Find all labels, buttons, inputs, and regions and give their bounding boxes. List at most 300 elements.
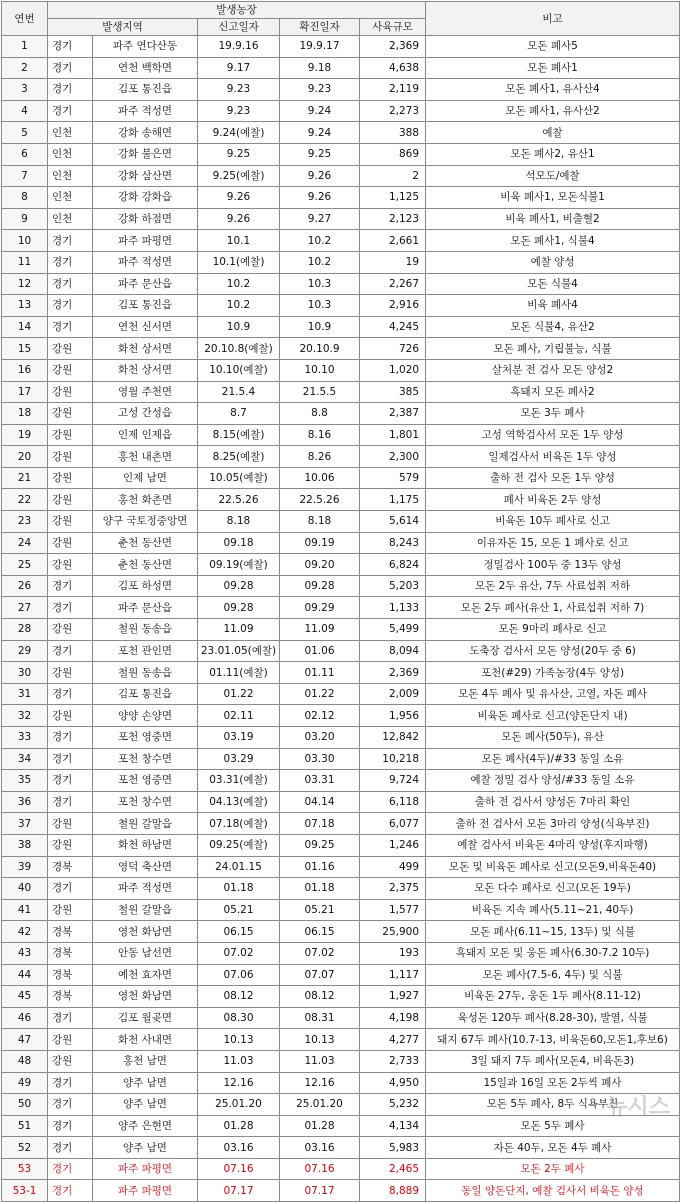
row-scale: 2,009 [360, 683, 426, 705]
row-province: 경기 [48, 575, 93, 597]
row-scale: 1,020 [360, 359, 426, 381]
row-note: 석모도/예찰 [426, 165, 680, 187]
table-row [2, 921, 680, 943]
row-confirm-date: 9.24 [280, 122, 360, 144]
row-region: 김포 통진읍 [93, 683, 198, 705]
row-province: 경기 [48, 683, 93, 705]
row-report-date: 10.9 [198, 316, 280, 338]
row-number: 49 [2, 1072, 48, 1094]
row-province: 강원 [48, 554, 93, 576]
row-scale: 4,245 [360, 316, 426, 338]
row-province: 강원 [48, 813, 93, 835]
row-region: 영천 화남면 [93, 921, 198, 943]
row-region: 강화 하점면 [93, 208, 198, 230]
table-row [2, 856, 680, 878]
row-scale: 5,499 [360, 619, 426, 641]
row-note: 이유자돈 15, 모돈 1 폐사로 신고 [426, 532, 680, 554]
table-row [2, 230, 680, 252]
row-province: 경기 [48, 1007, 93, 1029]
row-province: 경기 [48, 878, 93, 900]
row-number: 48 [2, 1050, 48, 1072]
row-note: 모돈 다수 폐사로 신고(모돈 19두) [426, 878, 680, 900]
row-province: 강원 [48, 467, 93, 489]
row-confirm-date: 10.06 [280, 467, 360, 489]
row-scale: 19 [360, 251, 426, 273]
row-number: 16 [2, 359, 48, 381]
row-report-date: 24.01.15 [198, 856, 280, 878]
row-number: 25 [2, 554, 48, 576]
row-region: 파주 적성면 [93, 251, 198, 273]
row-province: 강원 [48, 1029, 93, 1051]
row-scale: 2,300 [360, 446, 426, 468]
watermark: 뉴시스 [606, 1090, 670, 1121]
row-note: 모돈 3두 폐사 [426, 403, 680, 425]
row-number: 3 [2, 79, 48, 101]
row-scale: 2,119 [360, 79, 426, 101]
row-number: 52 [2, 1137, 48, 1159]
row-number: 17 [2, 381, 48, 403]
row-province: 강원 [48, 338, 93, 360]
table-row [2, 1180, 680, 1202]
row-note: 비육돈 폐사로 신고(양돈단지 내) [426, 705, 680, 727]
row-confirm-date: 8.18 [280, 511, 360, 533]
row-province: 경기 [48, 316, 93, 338]
row-note: 모돈 식불4, 유산2 [426, 316, 680, 338]
row-number: 12 [2, 273, 48, 295]
row-region: 강화 불은면 [93, 143, 198, 165]
row-note: 출하 전 검사 모돈 1두 양성 [426, 467, 680, 489]
row-region: 포천 영중면 [93, 727, 198, 749]
row-scale: 2,661 [360, 230, 426, 252]
row-region: 춘천 동산면 [93, 532, 198, 554]
row-region: 인제 인제읍 [93, 424, 198, 446]
row-scale: 6,824 [360, 554, 426, 576]
row-report-date: 9.25 [198, 143, 280, 165]
row-scale: 4,198 [360, 1007, 426, 1029]
row-note: 모돈 폐사(50두), 유산 [426, 727, 680, 749]
row-confirm-date: 9.23 [280, 79, 360, 101]
row-number: 21 [2, 467, 48, 489]
row-scale: 5,614 [360, 511, 426, 533]
row-scale: 1,927 [360, 986, 426, 1008]
row-note: 도축장 검사서 모돈 양성(20두 중 6) [426, 640, 680, 662]
row-report-date: 21.5.4 [198, 381, 280, 403]
row-scale: 9,724 [360, 770, 426, 792]
row-region: 고성 간성읍 [93, 403, 198, 425]
row-report-date: 10.2 [198, 295, 280, 317]
row-region: 안동 남선면 [93, 942, 198, 964]
row-confirm-date: 03.16 [280, 1137, 360, 1159]
row-confirm-date: 20.10.9 [280, 338, 360, 360]
row-note: 모돈 9마리 폐사로 신고 [426, 619, 680, 641]
row-number: 1 [2, 36, 48, 58]
row-scale: 579 [360, 467, 426, 489]
header-scale: 사육규모 [360, 19, 426, 36]
row-region: 화천 하남면 [93, 834, 198, 856]
row-note: 비육 폐사1, 비출혈2 [426, 208, 680, 230]
row-region: 파주 연다산동 [93, 36, 198, 58]
row-scale: 4,277 [360, 1029, 426, 1051]
row-region: 양주 은현면 [93, 1115, 198, 1137]
table-row [2, 467, 680, 489]
row-scale: 1,125 [360, 187, 426, 209]
row-province: 경기 [48, 770, 93, 792]
row-province: 강원 [48, 446, 93, 468]
row-confirm-date: 8.8 [280, 403, 360, 425]
asf-outbreak-table [1, 1, 680, 1202]
row-report-date: 04.13(예찰) [198, 791, 280, 813]
row-report-date: 8.15(예찰) [198, 424, 280, 446]
row-region: 철원 갈말읍 [93, 899, 198, 921]
header-farm: 발생농장 [48, 2, 426, 19]
row-note: 모돈 2두 폐사 [426, 1158, 680, 1180]
row-scale: 8,094 [360, 640, 426, 662]
row-report-date: 12.16 [198, 1072, 280, 1094]
table-row [2, 1007, 680, 1029]
row-report-date: 07.06 [198, 964, 280, 986]
row-note: 모돈 폐사(4두)/#33 동일 소유 [426, 748, 680, 770]
row-number: 7 [2, 165, 48, 187]
row-province: 경기 [48, 1180, 93, 1202]
header-number: 연번 [2, 2, 48, 36]
row-confirm-date: 9.25 [280, 143, 360, 165]
row-confirm-date: 9.26 [280, 165, 360, 187]
row-number: 51 [2, 1115, 48, 1137]
row-confirm-date: 8.16 [280, 424, 360, 446]
row-report-date: 10.1(예찰) [198, 251, 280, 273]
row-region: 김포 월곶면 [93, 1007, 198, 1029]
row-number: 30 [2, 662, 48, 684]
row-confirm-date: 25.01.20 [280, 1094, 360, 1116]
table-row [2, 532, 680, 554]
row-province: 경기 [48, 791, 93, 813]
row-region: 포천 관인면 [93, 640, 198, 662]
row-confirm-date: 10.9 [280, 316, 360, 338]
row-scale: 2,916 [360, 295, 426, 317]
row-report-date: 09.28 [198, 575, 280, 597]
row-report-date: 10.05(예찰) [198, 467, 280, 489]
table-row [2, 1115, 680, 1137]
row-number: 40 [2, 878, 48, 900]
row-note: 모돈 폐사1, 유사산2 [426, 100, 680, 122]
row-scale: 193 [360, 942, 426, 964]
table-row [2, 727, 680, 749]
row-note: 모돈 5두 폐사, 8두 식욕부진 [426, 1094, 680, 1116]
row-region: 김포 통진읍 [93, 79, 198, 101]
row-report-date: 9.23 [198, 79, 280, 101]
row-number: 19 [2, 424, 48, 446]
row-number: 13 [2, 295, 48, 317]
row-region: 철원 동송읍 [93, 662, 198, 684]
row-confirm-date: 12.16 [280, 1072, 360, 1094]
row-province: 강원 [48, 662, 93, 684]
row-region: 홍천 남면 [93, 1050, 198, 1072]
table-row [2, 770, 680, 792]
row-province: 인천 [48, 187, 93, 209]
table-row [2, 57, 680, 79]
row-note: 3일 돼지 7두 폐사(모돈4, 비육돈3) [426, 1050, 680, 1072]
table-row [2, 338, 680, 360]
table-row [2, 100, 680, 122]
row-province: 강원 [48, 834, 93, 856]
row-report-date: 07.16 [198, 1158, 280, 1180]
row-number: 33 [2, 727, 48, 749]
row-number: 26 [2, 575, 48, 597]
row-region: 홍천 화촌면 [93, 489, 198, 511]
row-scale: 12,842 [360, 727, 426, 749]
row-note: 15일과 16일 모돈 2두씩 폐사 [426, 1072, 680, 1094]
row-note: 비육 폐사4 [426, 295, 680, 317]
row-report-date: 10.13 [198, 1029, 280, 1051]
row-region: 양양 손양면 [93, 705, 198, 727]
row-report-date: 10.2 [198, 273, 280, 295]
row-confirm-date: 09.29 [280, 597, 360, 619]
row-province: 강원 [48, 403, 93, 425]
table-row [2, 813, 680, 835]
row-region: 철원 갈말읍 [93, 813, 198, 835]
row-scale: 2,267 [360, 273, 426, 295]
row-number: 46 [2, 1007, 48, 1029]
table-row [2, 1050, 680, 1072]
table-row [2, 446, 680, 468]
row-number: 36 [2, 791, 48, 813]
row-province: 강원 [48, 489, 93, 511]
row-province: 경기 [48, 727, 93, 749]
row-region: 파주 파평면 [93, 1158, 198, 1180]
row-report-date: 03.29 [198, 748, 280, 770]
table-row [2, 403, 680, 425]
row-report-date: 09.18 [198, 532, 280, 554]
row-confirm-date: 09.25 [280, 834, 360, 856]
row-scale: 1,246 [360, 834, 426, 856]
row-scale: 385 [360, 381, 426, 403]
row-confirm-date: 10.3 [280, 295, 360, 317]
row-confirm-date: 8.26 [280, 446, 360, 468]
row-confirm-date: 9.24 [280, 100, 360, 122]
row-region: 파주 파평면 [93, 230, 198, 252]
row-number: 14 [2, 316, 48, 338]
table-row [2, 208, 680, 230]
row-number: 34 [2, 748, 48, 770]
row-scale: 2,123 [360, 208, 426, 230]
table-row [2, 273, 680, 295]
row-note: 동일 양돈단지, 예찰 검사서 비육돈 양성 [426, 1180, 680, 1202]
table-row [2, 554, 680, 576]
row-province: 경기 [48, 1115, 93, 1137]
table-row [2, 791, 680, 813]
row-province: 경기 [48, 748, 93, 770]
table-row [2, 316, 680, 338]
row-scale: 2,273 [360, 100, 426, 122]
header-report-date: 신고일자 [198, 19, 280, 36]
row-scale: 2,369 [360, 36, 426, 58]
row-number: 8 [2, 187, 48, 209]
row-report-date: 01.28 [198, 1115, 280, 1137]
row-confirm-date: 10.13 [280, 1029, 360, 1051]
row-region: 강화 강화읍 [93, 187, 198, 209]
table-row [2, 834, 680, 856]
table-row [2, 381, 680, 403]
row-number: 53-1 [2, 1180, 48, 1202]
row-note: 육성돈 120두 폐사(8.28-30), 발열, 식불 [426, 1007, 680, 1029]
row-scale: 2,369 [360, 662, 426, 684]
row-report-date: 23.01.05(예찰) [198, 640, 280, 662]
row-note: 비육돈 지속 폐사(5.11~21, 40두) [426, 899, 680, 921]
row-note: 모돈 폐사1, 식불4 [426, 230, 680, 252]
row-number: 37 [2, 813, 48, 835]
row-report-date: 8.25(예찰) [198, 446, 280, 468]
row-confirm-date: 10.10 [280, 359, 360, 381]
row-province: 강원 [48, 424, 93, 446]
row-note: 모돈 5두 폐사 [426, 1115, 680, 1137]
row-confirm-date: 07.02 [280, 942, 360, 964]
row-confirm-date: 07.07 [280, 964, 360, 986]
row-region: 화천 상서면 [93, 338, 198, 360]
table-row [2, 986, 680, 1008]
header-note: 비고 [426, 2, 680, 36]
row-confirm-date: 04.14 [280, 791, 360, 813]
row-number: 2 [2, 57, 48, 79]
row-region: 파주 적성면 [93, 878, 198, 900]
row-note: 모돈 2두 유산, 7두 사료섭취 저하 [426, 575, 680, 597]
table-row [2, 748, 680, 770]
row-scale: 25,900 [360, 921, 426, 943]
row-scale: 4,638 [360, 57, 426, 79]
row-province: 경기 [48, 295, 93, 317]
row-province: 인천 [48, 143, 93, 165]
row-scale: 10,218 [360, 748, 426, 770]
row-province: 경기 [48, 230, 93, 252]
row-report-date: 07.18(예찰) [198, 813, 280, 835]
row-report-date: 9.26 [198, 208, 280, 230]
row-province: 경기 [48, 100, 93, 122]
table-row [2, 187, 680, 209]
row-confirm-date: 09.19 [280, 532, 360, 554]
row-note: 모돈 폐사(7.5-6, 4두) 및 식불 [426, 964, 680, 986]
row-province: 강원 [48, 532, 93, 554]
row-note: 포천(#29) 가족농장(4두 양성) [426, 662, 680, 684]
row-region: 파주 문산읍 [93, 273, 198, 295]
row-confirm-date: 01.28 [280, 1115, 360, 1137]
row-province: 인천 [48, 165, 93, 187]
row-number: 41 [2, 899, 48, 921]
row-scale: 726 [360, 338, 426, 360]
row-note: 출하 전 검사서 양성돈 7마리 확인 [426, 791, 680, 813]
row-number: 4 [2, 100, 48, 122]
row-note: 모돈 식불4 [426, 273, 680, 295]
row-scale: 2 [360, 165, 426, 187]
row-province: 경북 [48, 856, 93, 878]
row-province: 강원 [48, 381, 93, 403]
row-region: 포천 창수면 [93, 748, 198, 770]
row-report-date: 03.31(예찰) [198, 770, 280, 792]
row-note: 비육돈 27두, 웅돈 1두 폐사(8.11-12) [426, 986, 680, 1008]
row-note: 살처분 전 검사 모돈 양성2 [426, 359, 680, 381]
row-confirm-date: 9.26 [280, 187, 360, 209]
row-note: 예찰 양성 [426, 251, 680, 273]
row-confirm-date: 08.31 [280, 1007, 360, 1029]
row-number: 43 [2, 942, 48, 964]
row-note: 모돈 폐사, 기립불능, 식불 [426, 338, 680, 360]
row-number: 23 [2, 511, 48, 533]
row-confirm-date: 9.27 [280, 208, 360, 230]
row-province: 경기 [48, 597, 93, 619]
row-number: 6 [2, 143, 48, 165]
row-confirm-date: 07.16 [280, 1158, 360, 1180]
row-report-date: 20.10.8(예찰) [198, 338, 280, 360]
row-confirm-date: 09.20 [280, 554, 360, 576]
row-note: 모돈 및 비육돈 폐사로 신고(모돈9,비육돈40) [426, 856, 680, 878]
row-report-date: 9.24(예찰) [198, 122, 280, 144]
row-confirm-date: 01.22 [280, 683, 360, 705]
row-region: 양주 남면 [93, 1072, 198, 1094]
table-row [2, 424, 680, 446]
table-row [2, 79, 680, 101]
table-row [2, 878, 680, 900]
row-region: 영천 화남면 [93, 986, 198, 1008]
row-report-date: 11.03 [198, 1050, 280, 1072]
row-confirm-date: 01.18 [280, 878, 360, 900]
row-confirm-date: 06.15 [280, 921, 360, 943]
row-report-date: 01.11(예찰) [198, 662, 280, 684]
row-province: 경기 [48, 251, 93, 273]
row-report-date: 9.26 [198, 187, 280, 209]
row-region: 김포 통진읍 [93, 295, 198, 317]
row-note: 흑돼지 모돈 및 웅돈 폐사(6.30-7.2 10두) [426, 942, 680, 964]
row-province: 경북 [48, 942, 93, 964]
row-confirm-date: 03.20 [280, 727, 360, 749]
row-region: 강화 송해면 [93, 122, 198, 144]
row-report-date: 19.9.16 [198, 36, 280, 58]
table-row [2, 511, 680, 533]
row-confirm-date: 10.3 [280, 273, 360, 295]
row-confirm-date: 10.2 [280, 251, 360, 273]
row-confirm-date: 07.17 [280, 1180, 360, 1202]
row-confirm-date: 22.5.26 [280, 489, 360, 511]
row-report-date: 25.01.20 [198, 1094, 280, 1116]
row-number: 53 [2, 1158, 48, 1180]
row-number: 20 [2, 446, 48, 468]
table-row [2, 1094, 680, 1116]
row-region: 강화 삼산면 [93, 165, 198, 187]
table-row [2, 359, 680, 381]
row-report-date: 22.5.26 [198, 489, 280, 511]
row-note: 모돈 폐사2, 유산1 [426, 143, 680, 165]
row-province: 인천 [48, 122, 93, 144]
row-province: 경기 [48, 79, 93, 101]
row-confirm-date: 01.16 [280, 856, 360, 878]
row-report-date: 02.11 [198, 705, 280, 727]
table-row [2, 705, 680, 727]
row-region: 화천 상서면 [93, 359, 198, 381]
header-confirm-date: 확진일자 [280, 19, 360, 36]
row-number: 11 [2, 251, 48, 273]
row-report-date: 8.18 [198, 511, 280, 533]
row-note: 모돈 폐사1, 유사산4 [426, 79, 680, 101]
row-scale: 4,134 [360, 1115, 426, 1137]
row-report-date: 01.22 [198, 683, 280, 705]
table-row [2, 1072, 680, 1094]
table-row [2, 143, 680, 165]
row-scale: 8,889 [360, 1180, 426, 1202]
row-note: 자돈 40두, 모돈 4두 폐사 [426, 1137, 680, 1159]
row-confirm-date: 01.06 [280, 640, 360, 662]
row-note: 모돈 폐사1 [426, 57, 680, 79]
row-province: 경기 [48, 57, 93, 79]
table-row [2, 619, 680, 641]
row-province: 경기 [48, 1158, 93, 1180]
row-province: 경기 [48, 36, 93, 58]
